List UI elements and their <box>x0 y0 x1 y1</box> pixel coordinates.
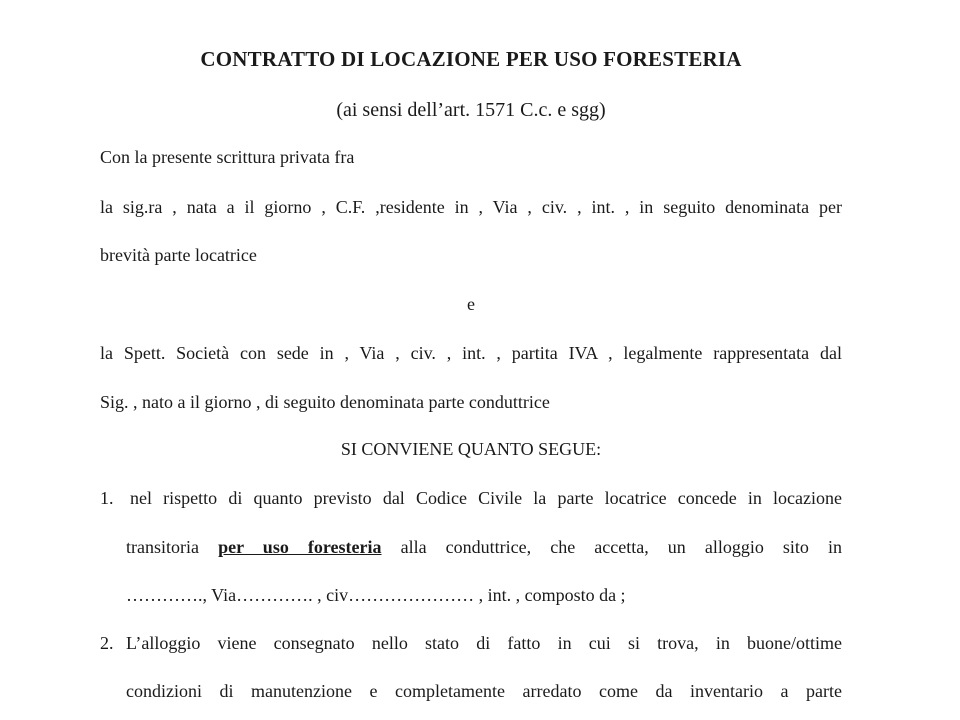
clause-1-number: 1. <box>100 488 114 508</box>
clause-1-line-2-start: transitoria <box>126 537 199 557</box>
party1-line-1: la sig.ra , nata a il giorno , C.F. ,residente in , Via , civ. , int. , in seguito denominata per <box>100 197 842 217</box>
conjunction: e <box>467 294 475 314</box>
clause-1-line-1: nel rispetto di quanto previsto dal Codice Civile la parte locatrice concede in locazione <box>130 488 842 508</box>
clause-1-line-2-end: alla conduttrice, che accetta, un alloggio sito in <box>400 537 843 557</box>
clause-2-number: 2. <box>100 633 114 653</box>
clause-2-line-2: condizioni di manutenzione e completamente arredato come da inventario a parte <box>126 681 842 701</box>
clause-1-line-2 <box>126 537 842 558</box>
party1-line-2: brevità parte locatrice <box>100 245 257 265</box>
clause-2-line-1: L’alloggio viene consegnato nello stato di fatto in cui si trova, in buone/ottime <box>126 633 842 653</box>
party2-line-1: la Spett. Società con sede in , Via , civ. , int. , partita IVA , legalmente rappresentata dal <box>100 343 842 363</box>
clause-1-emphasis: per uso foresteria <box>218 537 382 557</box>
party2-line-2: Sig. , nato a il giorno , di seguito denominata parte conduttrice <box>100 392 550 412</box>
section-heading: SI CONVIENE QUANTO SEGUE: <box>340 439 602 459</box>
document-subtitle: (ai sensi dell’art. 1571 C.c. e sgg) <box>336 99 606 121</box>
clause-1-line-3: …………., Via…………. , civ………………… , int. , composto da ; <box>126 585 626 605</box>
document-title: CONTRATTO DI LOCAZIONE PER USO FORESTERIA <box>200 47 742 71</box>
intro-line: Con la presente scrittura privata fra <box>100 147 355 167</box>
